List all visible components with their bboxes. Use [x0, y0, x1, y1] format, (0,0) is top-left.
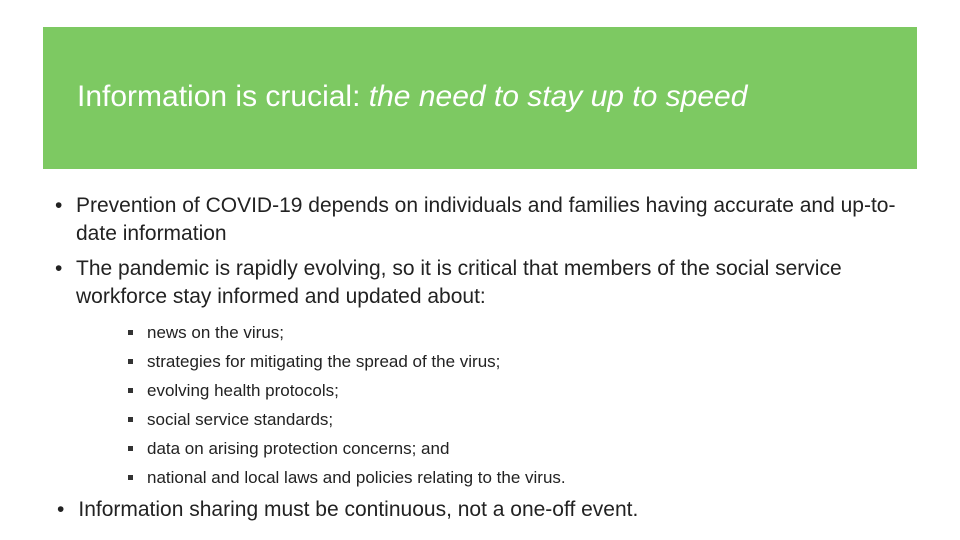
sub-bullet-item: [128, 318, 848, 347]
bullet-dot-icon: •: [55, 194, 63, 217]
sub-bullet-item: [128, 434, 848, 463]
title-emphasis: the need to stay up to speed: [368, 80, 748, 113]
sub-bullet-item: [128, 463, 848, 492]
bullet-list: [55, 192, 915, 318]
title-main: Information is crucial:: [77, 80, 369, 113]
bullet-dot-icon: •: [57, 498, 65, 521]
square-bullet-icon: [128, 388, 133, 393]
closing-text: Information sharing must be continuous, not a one-off event.: [78, 498, 639, 521]
square-bullet-icon: [128, 359, 133, 364]
sub-bullet-list: [128, 318, 848, 492]
sub-bullet-text: strategies for mitigating the spread of the virus;: [147, 352, 501, 371]
square-bullet-icon: [128, 446, 133, 451]
bullet-item: [55, 192, 915, 248]
sub-bullet-text: social service standards;: [147, 410, 334, 429]
sub-bullet-item: [128, 405, 848, 434]
square-bullet-icon: [128, 475, 133, 480]
bullet-text: Prevention of COVID-19 depends on individuals and families having accurate and up-to-date information: [76, 194, 896, 245]
bullet-text: The pandemic is rapidly evolving, so it is critical that members of the social service workforce stay informed and updated about:: [76, 257, 842, 308]
square-bullet-icon: [128, 417, 133, 422]
sub-bullet-text: national and local laws and policies relating to the virus.: [147, 468, 566, 487]
slide-title: [77, 80, 747, 114]
sub-bullet-text: evolving health protocols;: [147, 381, 339, 400]
bullet-item: [55, 255, 915, 311]
square-bullet-icon: [128, 330, 133, 335]
closing-bullet: [57, 496, 638, 524]
title-band: [43, 27, 917, 169]
sub-bullet-item: [128, 376, 848, 405]
sub-bullet-text: data on arising protection concerns; and: [147, 439, 450, 458]
sub-bullet-text: news on the virus;: [147, 323, 285, 342]
bullet-dot-icon: •: [55, 257, 63, 280]
sub-bullet-item: [128, 347, 848, 376]
